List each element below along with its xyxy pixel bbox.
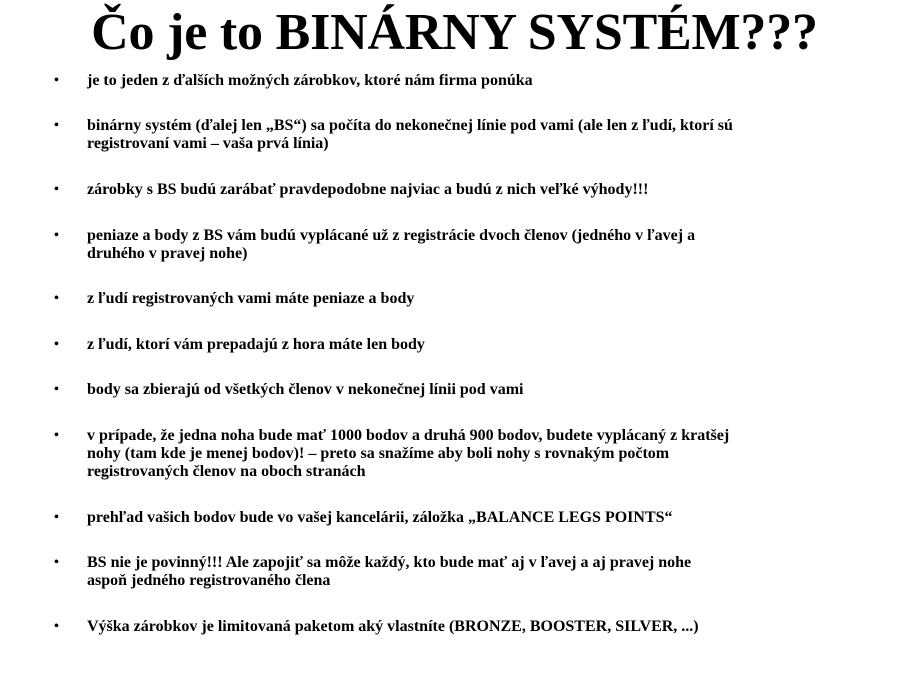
bullet-dot-icon: •	[54, 619, 59, 634]
bullet-dot-icon: •	[54, 291, 59, 306]
bullet-text: v prípade, že jedna noha bude mať 1000 bodov a druhá 900 bodov, budete vyplácaný z kratšej nohy (tam kde je menej bodov)! – preto sa snažíme aby boli nohy s rovnakým počtom registrovaných členov na oboch stranách	[87, 427, 730, 480]
bullet-dot-icon: •	[54, 228, 59, 243]
bullet-dot-icon: •	[54, 510, 59, 525]
bullet-dot-icon: •	[54, 382, 59, 397]
bullet-dot-icon: •	[54, 118, 59, 133]
bullet-text: peniaze a body z BS vám budú vyplácané už z registrácie dvoch členov (jedného v ľavej a druhého v pravej nohe)	[87, 227, 696, 262]
bullet-dot-icon: •	[54, 428, 59, 443]
bullet-text: prehľad vašich bodov bude vo vašej kancelárii, záložka „BALANCE LEGS POINTS“	[87, 509, 673, 526]
slide-title: Čo je to BINÁRNY SYSTÉM???	[91, 4, 818, 61]
bullet-dot-icon: •	[54, 555, 59, 570]
bullet-text: je to jeden z ďalších možných zárobkov, ktoré nám firma ponúka	[87, 72, 533, 89]
bullet-text: z ľudí registrovaných vami máte peniaze a body	[87, 290, 415, 307]
bullet-text: BS nie je povinný!!! Ale zapojiť sa môže každý, kto bude mať aj v ľavej a aj pravej nohe aspoň jedného registrovaného člena	[87, 554, 692, 589]
bullet-dot-icon: •	[54, 73, 59, 88]
bullet-text: Výška zárobkov je limitovaná paketom aký vlastníte (BRONZE, BOOSTER, SILVER, ...)	[87, 618, 699, 635]
bullet-text: z ľudí, ktorí vám prepadajú z hora máte len body	[87, 336, 425, 353]
bullet-text: body sa zbierajú od všetkých členov v nekonečnej línii pod vami	[87, 381, 524, 398]
bullet-dot-icon: •	[54, 182, 59, 197]
bullet-dot-icon: •	[54, 337, 59, 352]
bullet-text: binárny systém (ďalej len „BS“) sa počíta do nekonečnej línie pod vami (ale len z ľudí, ktorí sú registrovaní vami – vaša prvá línia)	[87, 117, 733, 152]
bullet-text: zárobky s BS budú zarábať pravdepodobne najviac a budú z nich veľké výhody!!!	[87, 181, 649, 198]
